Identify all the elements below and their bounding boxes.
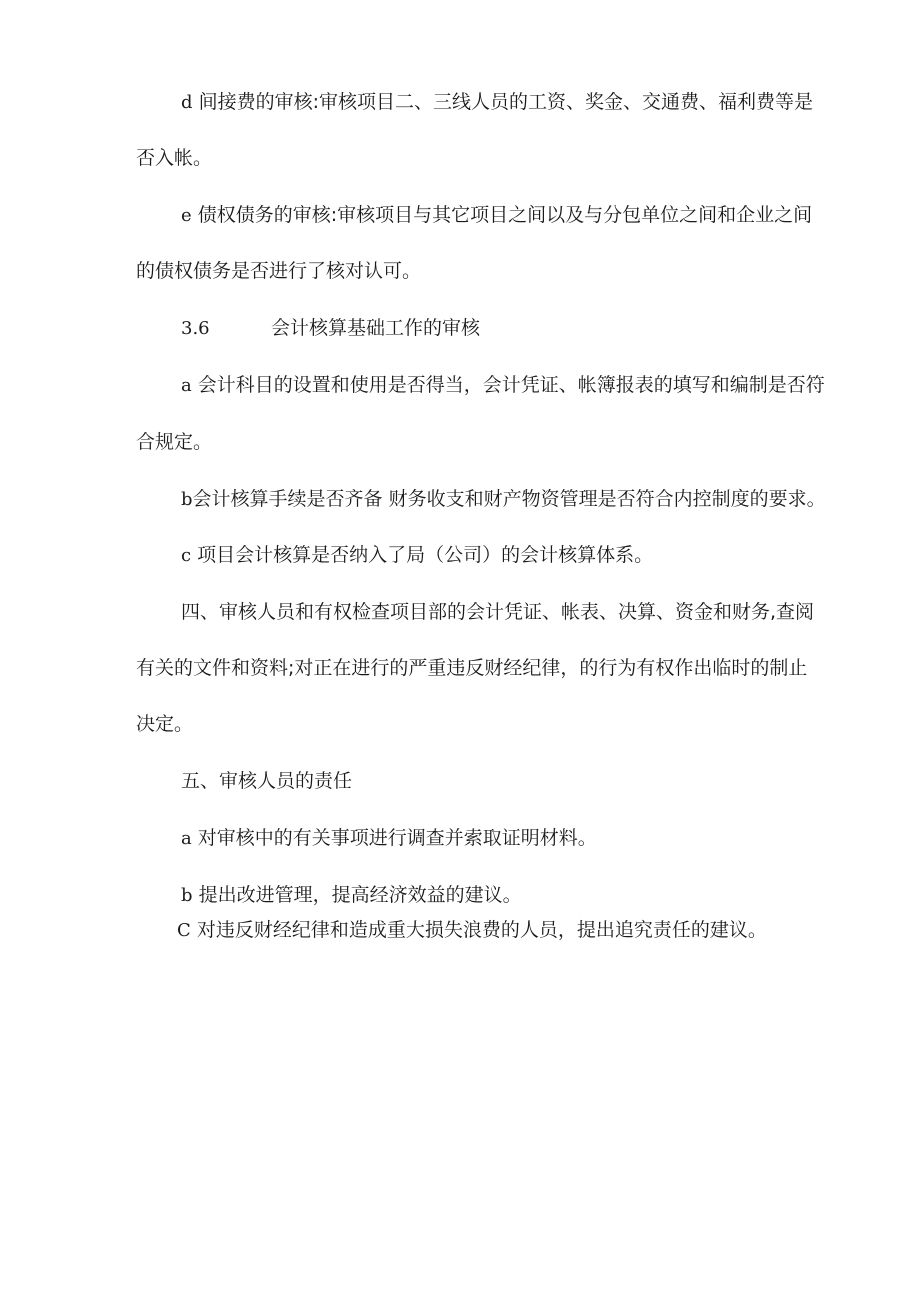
paragraph-procedures [181,487,866,512]
section-title: 会计核算基础工作的审核 [271,317,481,339]
paragraph-text: 提出改进管理，提高经济效益的建议。 [198,884,522,906]
section-heading-five: 五、审核人员的责任 [181,770,353,792]
paragraph-debt-audit-line1 [181,203,866,228]
paragraph-four-line1: 四、审核人员和有权检查项目部的会计凭证、帐表、决算、资金和财务,查阅 [181,601,815,623]
paragraph-four-line3: 决定。 [136,713,194,735]
item-marker-d: d [181,92,193,113]
item-marker-a: a [181,828,192,849]
section-heading-3-6 [181,316,866,341]
item-marker-e: e [181,205,192,226]
item-marker-b: b [181,885,193,906]
paragraph-text: 间接费的审核:审核项目二、三线人员的工资、奖金、交通费、福利费等是 [198,91,813,113]
paragraph-indirect-cost-line1 [181,90,866,115]
paragraph-accounts-line1 [181,373,866,398]
paragraph-text: 会计科目的设置和使用是否得当，会计凭证、帐簿报表的填写和编制是否符 [197,374,825,396]
paragraph-text: 对违反财经纪律和造成重大损失浪费的人员，提出追究责任的建议。 [196,919,767,941]
paragraph-indirect-cost-line2: 否入帐。 [136,147,213,169]
paragraph-improve [181,883,866,908]
item-marker-C: C [177,920,191,941]
paragraph-four-line2: 有关的文件和资料;对正在进行的严重违反财经纪律，的行为有权作出临时的制止 [136,657,808,679]
paragraph-accountability [177,918,866,943]
paragraph-text: 项目会计核算是否纳入了局（公司）的会计核算体系。 [197,544,654,566]
paragraph-debt-audit-line2: 的债权债务是否进行了核对认可。 [136,260,422,282]
paragraph-accounts-line2: 合规定。 [136,431,213,453]
item-marker-a: a [181,375,192,396]
item-marker-b: b [181,489,193,510]
paragraph-investigate [181,826,866,851]
paragraph-text: 会计核算手续是否齐备 财务收支和财产物资管理是否符合内控制度的要求。 [192,488,826,510]
section-number: 3.6 [181,318,210,339]
paragraph-accounting-system [181,543,866,568]
paragraph-text: 对审核中的有关事项进行调查并索取证明材料。 [197,827,597,849]
paragraph-text: 债权债务的审核:审核项目与其它项目之间以及与分包单位之间和企业之间 [197,204,813,226]
item-marker-c: c [181,545,192,566]
